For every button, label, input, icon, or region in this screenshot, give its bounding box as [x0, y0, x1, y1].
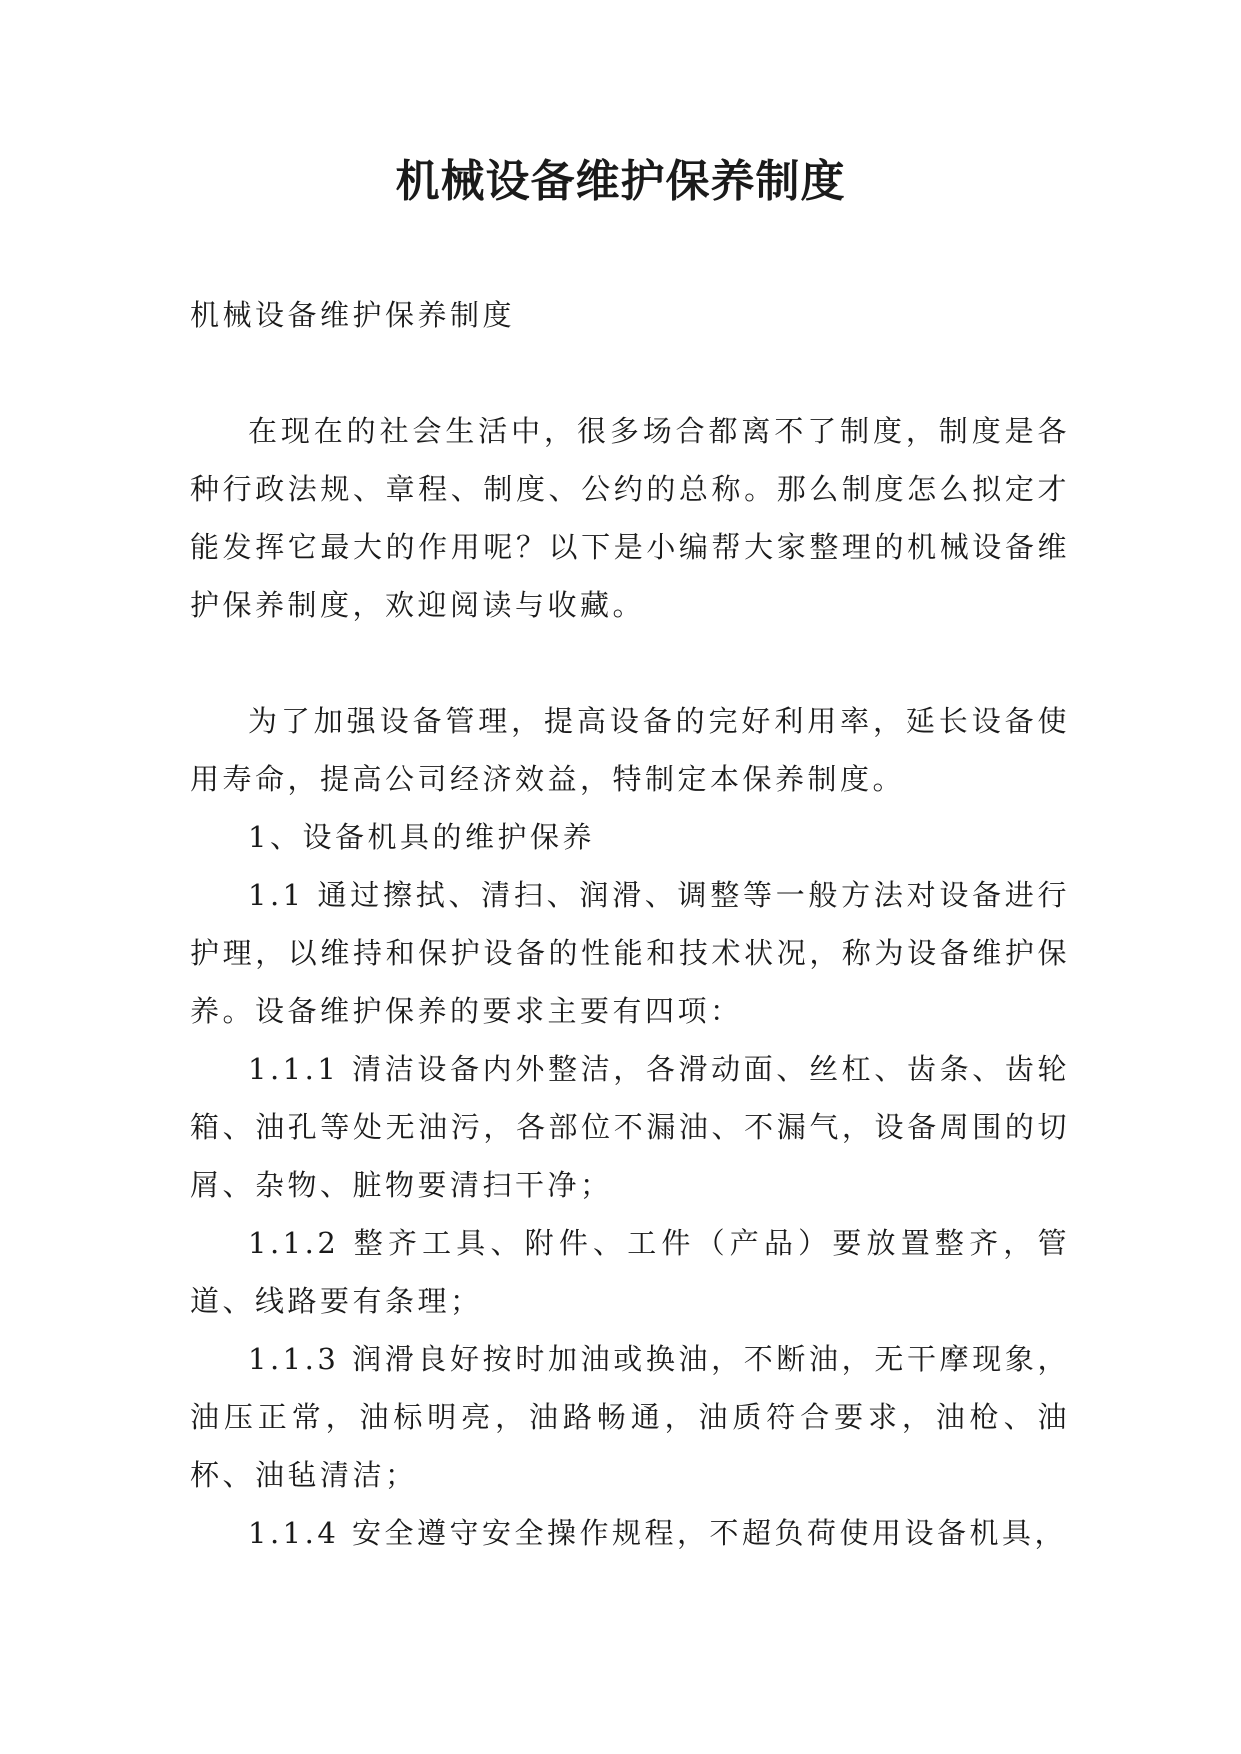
clause-1-1-4: 1.1.4 安全遵守安全操作规程，不超负荷使用设备机具，	[248, 1516, 1068, 1550]
document-subtitle: 机械设备维护保养制度	[190, 298, 516, 332]
intro-paragraph: 在现在的社会生活中，很多场合都离不了制度，制度是各种行政法规、章程、制度、公约的总称。那么制度怎么拟定才能发挥它最大的作用呢？以下是小编帮大家整理的机械设备维护保养制度，欢迎阅读与收藏。	[190, 414, 1070, 622]
clause-1-1-2: 1.1.2 整齐工具、附件、工件（产品）要放置整齐，管道、线路要有条理；	[190, 1226, 1070, 1318]
section-heading: 1、设备机具的维护保养	[248, 820, 595, 854]
purpose-paragraph: 为了加强设备管理，提高设备的完好利用率，延长设备使用寿命，提高公司经济效益，特制定本保养制度。	[190, 704, 1070, 796]
clause-1-1: 1.1 通过擦拭、清扫、润滑、调整等一般方法对设备进行护理，以维持和保护设备的性能和技术状况，称为设备维护保养。设备维护保养的要求主要有四项：	[190, 878, 1070, 1028]
document-body	[190, 286, 1070, 1562]
document-title: 机械设备维护保养制度	[395, 156, 846, 207]
clause-1-1-3: 1.1.3 润滑良好按时加油或换油，不断油，无干摩现象，油压正常，油标明亮，油路畅通，油质符合要求，油枪、油杯、油毡清洁；	[190, 1342, 1070, 1492]
clause-1-1-1: 1.1.1 清洁设备内外整洁，各滑动面、丝杠、齿条、齿轮箱、油孔等处无油污，各部位不漏油、不漏气，设备周围的切屑、杂物、脏物要清扫干净；	[190, 1052, 1070, 1202]
